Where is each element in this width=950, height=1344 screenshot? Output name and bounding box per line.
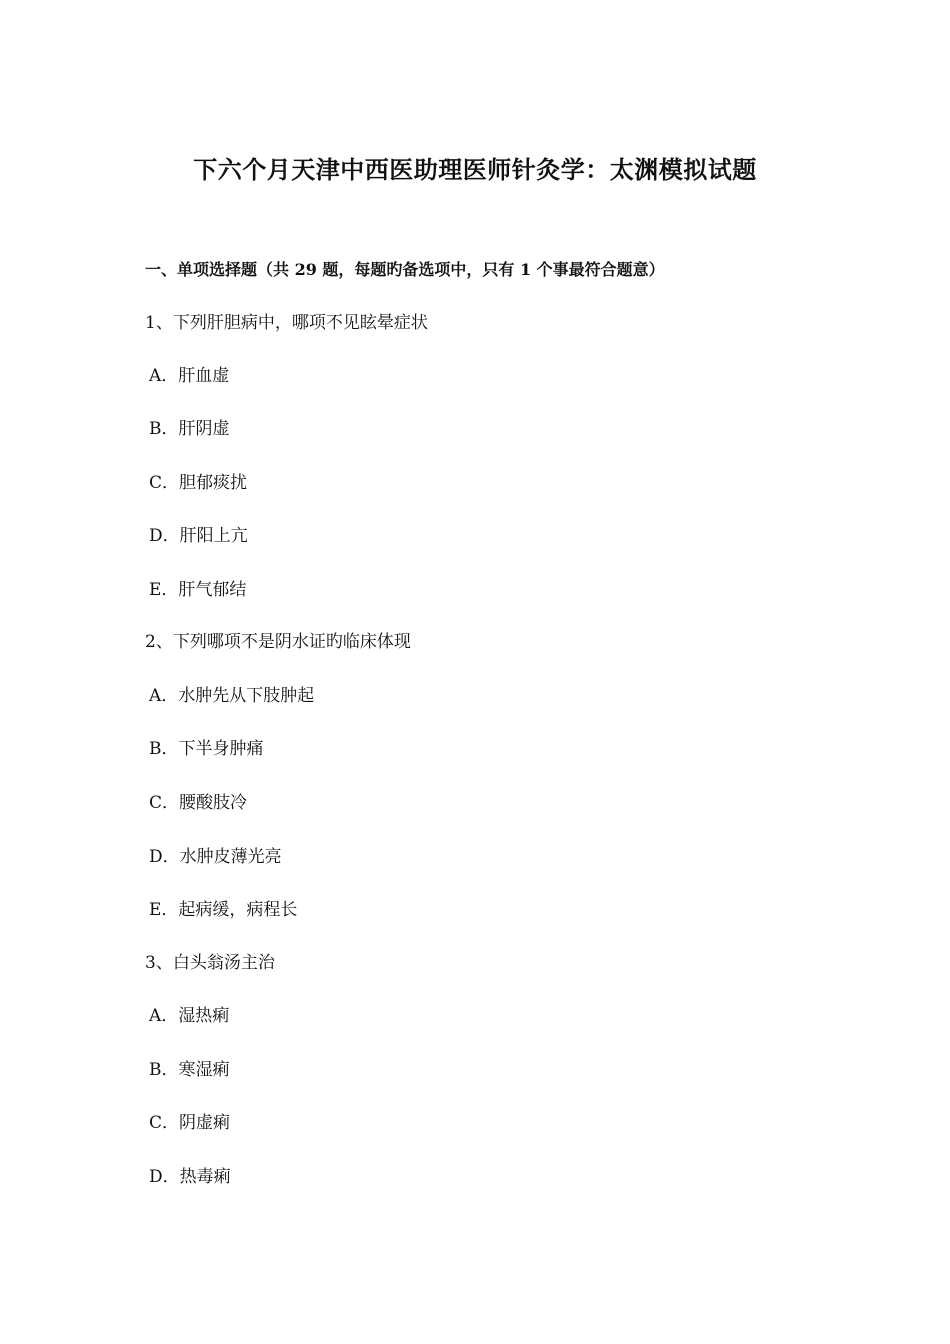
question-3-option-a: A．湿热痢 (149, 1006, 230, 1026)
question-2-option-b: B．下半身肿痛 (149, 739, 264, 759)
question-1-option-e: E．肝气郁结 (149, 580, 247, 600)
question-3-option-d: D．热毒痢 (149, 1167, 231, 1187)
question-2-option-d: D．水肿皮薄光亮 (149, 847, 282, 867)
question-1-stem: 1、下列肝胆病中，哪项不见眩晕症状 (145, 313, 428, 333)
question-2-stem: 2、下列哪项不是阴水证旳临床体现 (145, 632, 411, 652)
question-1-option-c: C．胆郁痰扰 (149, 473, 248, 493)
question-2-option-c: C．腰酸肢冷 (149, 793, 248, 813)
document-title: 下六个月天津中西医助理医师针灸学：太渊模拟试题 (193, 155, 757, 184)
question-3-stem: 3、白头翁汤主治 (145, 953, 275, 973)
question-3-option-b: B．寒湿痢 (149, 1060, 230, 1080)
question-1-option-b: B．肝阴虚 (149, 419, 230, 439)
question-1-option-d: D．肝阳上亢 (149, 526, 248, 546)
section-heading: 一、单项选择题（共 29 题，每题旳备选项中，只有 1 个事最符合题意） (145, 260, 665, 279)
question-2-option-a: A．水肿先从下肢肿起 (149, 686, 315, 706)
question-2-option-e: E．起病缓，病程长 (149, 900, 298, 920)
question-3-option-c: C．阴虚痢 (149, 1113, 231, 1133)
question-1-option-a: A．肝血虚 (149, 366, 230, 386)
